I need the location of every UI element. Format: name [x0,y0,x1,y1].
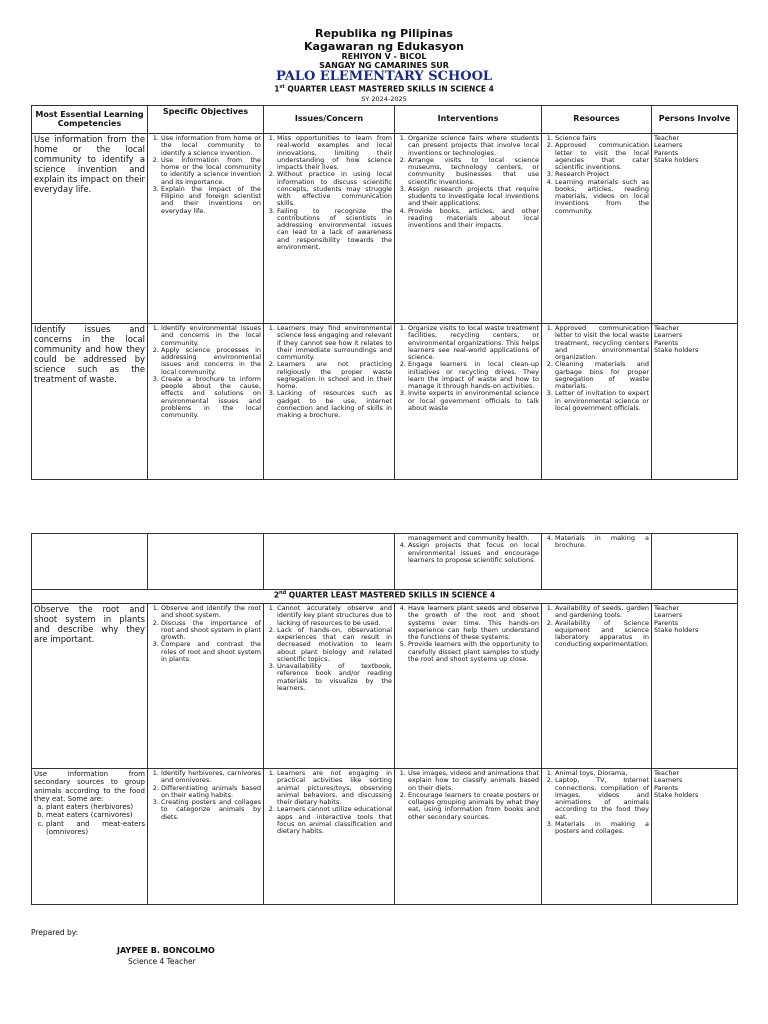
list-item: 3. Compare and contrast the roles of root and shoot system in plants. [161,641,261,663]
teacher-role: Science 4 Teacher [128,957,196,966]
list-item: 3. Invite experts in environmental science or local government officials to talk about waste [408,390,539,412]
objectives-cell [148,134,264,324]
list-item: 1. Identify herbivores, carnivores and omnivores. [161,770,261,785]
table-row [32,769,738,905]
col-header-issues: Issues/Concern [264,106,395,134]
col-header-mel: Most Essential Learning Competencies [32,106,148,134]
issues-cell [264,769,395,905]
q1-title: 1st QUARTER LEAST MASTERED SKILLS IN SCIENCE 4 [274,84,494,94]
person-item: Teacher [654,769,680,777]
department-line: Kagawaran ng Edukasyon [304,40,464,53]
prepared-by-label: Prepared by: [31,928,79,937]
q1-table [31,105,738,480]
person-item: Stake holders [654,345,699,354]
person-item: Learners [654,331,683,340]
list-item: 3. Assign research projects that require students to investigate local inventions and their applications. [408,186,539,208]
list-item: 3. Materials in making a posters and collages. [555,821,649,836]
mel-cell [32,534,148,590]
list-item: 2. Discuss the importance of root and shoot system in plant growth. [161,620,261,642]
list-item: 1. Learners may find environmental science less engaging and relevant if they cannot see how it relates to their immediate surroundings and community. [277,325,392,361]
interventions-cell [395,769,542,905]
table-header-row [32,106,738,134]
resources-cell [542,534,652,590]
list-item: 3. Creating posters and collages to categorize animals by diets. [161,799,261,821]
mel-cell: Identify issues and concerns in the local community and how they could be addressed by science such as the treatment of waste. [32,324,148,480]
person-item: Teacher [654,324,680,332]
issues-cell [264,534,395,590]
list-item: 1. Learners are not engaging in practical activities like sorting animal pictures/toys, observing animal behaviors, and discussing their dietary habits. [277,770,392,806]
list-item-continued: management and community health. [408,534,530,542]
q2-title: 2nd QUARTER LEAST MASTERED SKILLS IN SCIENCE 4 [32,590,738,604]
resources-cell [542,134,652,324]
list-item: 2. Differentiating animals based on their eating habits. [161,785,261,800]
col-header-interventions: Interventions [395,106,542,134]
list-item: 2. Without practice in using local information to discuss scientific concepts, students may struggle with effective communication skills. [277,171,392,207]
list-item: 2. Cleaning materials and garbage bins for proper segregation of waste materials. [555,361,649,390]
person-item: Stake holders [654,155,699,164]
col-header-persons: Persons Involve [652,106,738,134]
list-item: 3. Create a brochure to inform people about the cause, effects and solutions on environmental issues and problems in the local community. [161,376,261,420]
list-item: 4. Learning materials such as books, articles, reading materials, videos on local inventions from the community. [555,179,649,215]
list-item: 1. Animal toys, Diorama, [555,770,649,777]
objectives-cell [148,769,264,905]
list-item: 2. Approved communication letter to visit the local agencies that cater scientific inventions. [555,142,649,171]
mel-cell: Observe the root and shoot system in plants and describe why they are important. [32,604,148,769]
list-item: 2. Encourage learners to create posters or collages grouping animals by what they eat, using information from books and other secondary sources. [408,792,539,821]
list-item: 2. Use information from the home or the local community to identify a science invention and its importance. [161,157,261,186]
issues-cell [264,604,395,769]
q2-table [31,533,738,905]
table-row [32,604,738,769]
list-item: 1. Science fairs [555,135,649,142]
list-item: 3. Unavailability of textbook, reference book and/or reading materials to visualize by the learners. [277,663,392,692]
list-item: 3. Lacking of resources such as gadget to be use, internet connection and lacking of skills in making a brochure. [277,390,392,419]
list-item: 4. Provide books, articles, and other reading materials about local inventions and their impacts. [408,208,539,230]
interventions-cell [395,604,542,769]
list-item: b. meat eaters (carnivores) [46,811,145,819]
persons-cell [652,604,738,769]
objectives-cell [148,534,264,590]
person-item: Teacher [654,134,680,142]
list-item: 1. Use images, videos and animations that explain how to classify animals based on their diets. [408,770,539,792]
list-item: 4. Materials in making a brochure. [555,535,649,550]
list-item: 2. Availability of Science equipment and science laboratory apparatus in conducting experimentation. [555,620,649,649]
list-item: 2. Lack of hands-on, observational experiences that can result in decreased motivation to learn about plant biology and related scientific topics. [277,627,392,663]
teacher-name: JAYPEE B. BONCOLMO [117,946,215,955]
table-row [32,134,738,324]
list-item: 1. Organize science fairs where students can present projects that involve local inventions or technologies. [408,135,539,157]
person-item: Stake holders [654,625,699,634]
persons-cell [652,534,738,590]
resources-cell [542,604,652,769]
q2-title-row [32,590,738,604]
person-item: Parents [654,618,679,627]
list-item: 2. Learners cannot utilize educational apps and interactive tools that focus on animal classification and dietary habits. [277,806,392,835]
republic-line: Republika ng Pilipinas [315,27,453,40]
col-header-objectives: Specific Objectives [148,106,264,134]
person-item: Learners [654,611,683,620]
list-item: 4. Have learners plant seeds and observe the growth of the root and shoot systems over time. This hands-on experience can help them understand the functions of these systems. [408,605,539,641]
list-item: 2. Arrange visits to local science museums, technology centers, or community businesses that use scientific inventions. [408,157,539,186]
list-item: 2. Laptop, TV, Internet connections, compilation of images, videos and animations of animals according to the food they eat. [555,777,649,821]
interventions-cell [395,534,542,590]
list-item: 4. Assign projects that focus on local environmental issues and encourage learners to propose scientific solutions. [408,542,539,564]
issues-cell [264,324,395,480]
list-item: 1. Availability of seeds, garden and gardening tools. [555,605,649,620]
person-item: Parents [654,338,679,347]
school-name: PALO ELEMENTARY SCHOOL [275,69,493,84]
resources-cell [542,769,652,905]
mel-cell: Use information from secondary sources to group animals according to the food they eat. Some are: a. plant eaters (herbivores) b. meat eaters (carnivores) c. plant and meat-eaters (omnivores) [32,769,148,905]
list-item: 3. Letter of invitation to expert in environmental science or local government officials. [555,390,649,412]
list-item: 3. Failing to recognize the contributions of scientists in addressing environmental issues can lead to a lack of awareness and responsibility towards the environment. [277,208,392,252]
list-item: 5. Provide learners with the opportunity to carefully dissect plant samples to study the root and shoot systems up close. [408,641,539,663]
table-row [32,324,738,480]
list-item: a. plant eaters (herbivores) [46,803,145,811]
person-item: Parents [654,783,679,792]
persons-cell [652,324,738,480]
list-item: 3. Explain the impact of the Filipino and foreign scientist and their inventions on everyday life. [161,186,261,215]
list-item: 1. Cannot accurately observe and identify key plant structures due to lacking of resources to be used. [277,605,392,627]
issues-cell [264,134,395,324]
list-item: 1. Use information from home or the local community to identify a science invention. [161,135,261,157]
region-line: REHIYON V - BICOL [341,52,427,61]
col-header-resources: Resources [542,106,652,134]
list-item: 1. Miss opportunities to learn from real-world examples and local innovations, limiting their understanding of how science impacts their lives. [277,135,392,171]
school-year: SY 2024-2025 [361,95,407,103]
mel-cell: Use information from the home or the local community to identify a science invention and explain its impact on their everyday life. [32,134,148,324]
person-item: Stake holders [654,790,699,799]
list-item: 1. Approved communication letter to visit the local waste treatment, recycling centers and environmental organization. [555,325,649,361]
interventions-cell [395,324,542,480]
objectives-cell [148,324,264,480]
persons-cell [652,769,738,905]
list-item: 2. Learners are not practicing religiously the proper waste segregation in school and in their home. [277,361,392,390]
person-item: Teacher [654,604,680,612]
table-row [32,534,738,590]
objectives-cell [148,604,264,769]
division-line: SANGAY NG CAMARINES SUR [319,61,449,70]
person-item: Learners [654,776,683,785]
list-item: c. plant and meat-eaters (omnivores) [46,820,145,837]
list-item: 2. Apply science processes in addressing environmental issues and concerns in the local community. [161,347,261,376]
persons-cell [652,134,738,324]
list-item: 1. Observe and identify the root and shoot system. [161,605,261,620]
list-item: 1. Identify environmental issues and concerns in the local community. [161,325,261,347]
resources-cell [542,324,652,480]
list-item: 1. Organize visits to local waste treatment facilities, recycling centers, or environmental organizations. This helps learners see real-world applications of science. [408,325,539,361]
interventions-cell [395,134,542,324]
list-item: 2. Engage learners in local clean-up initiatives or recycling drives. They learn the impact of waste and how to manage it through hands-on activities. [408,361,539,390]
list-item: 3. Research Project [555,171,649,178]
person-item: Learners [654,141,683,150]
person-item: Parents [654,148,679,157]
